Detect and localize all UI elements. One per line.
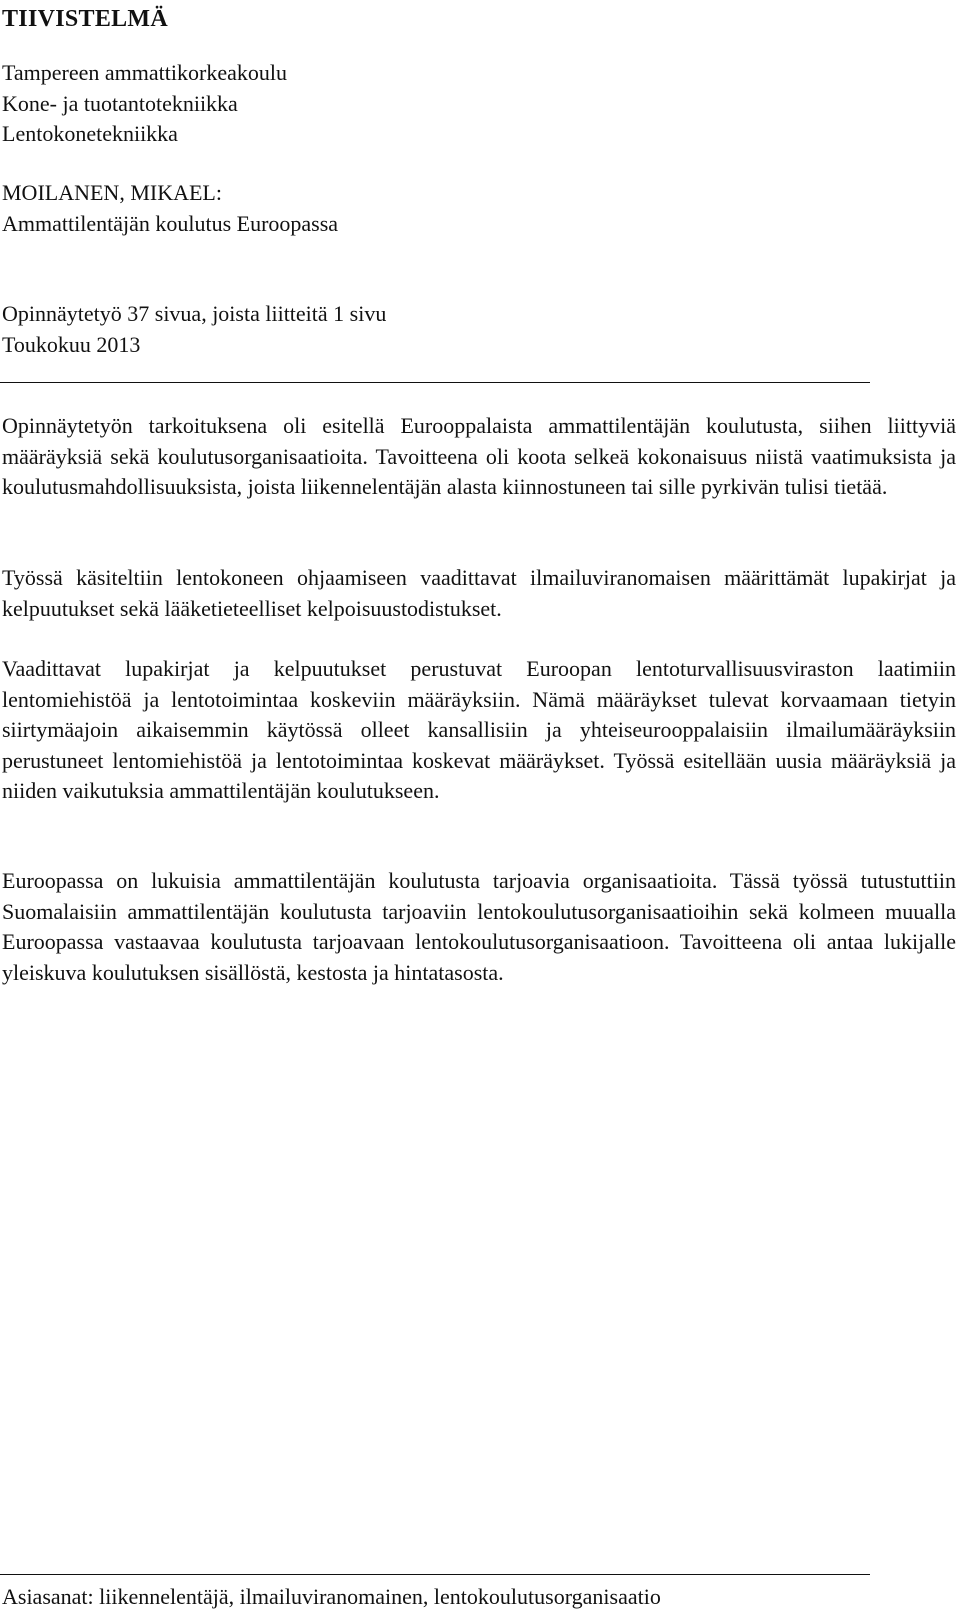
institution-block — [2, 58, 287, 150]
thesis-date: Toukokuu 2013 — [2, 331, 141, 357]
header-divider — [0, 382, 870, 383]
school-name: Tampereen ammattikorkeakoulu — [2, 60, 287, 85]
abstract-paragraph-3: Vaadittavat lupakirjat ja kelpuutukset perustuvat Euroopan lentoturvallisuusviraston laatimiin lentomiehistöä ja lentotoimintaa koskeviin määräyksiin. Nämä määräykset tulevat korvaamaan tietyin siirtymäajoin aikaisemmin käytössä olleet kansallisiin ja yhteiseurooppalaisiin ilmailumääräyksiin perustuneet lentomiehistöä ja lentotoimintaa koskevat määräykset. Työssä esitellään uusia määräyksiä ja niiden vaikutuksia ammattilentäjän koulutukseen. — [2, 656, 956, 803]
keywords: Asiasanat: liikennelentäjä, ilmailuviranomainen, lentokoulutusorganisaatio — [2, 1584, 661, 1609]
programme-option: Lentokonetekniikka — [2, 121, 178, 146]
author-block — [2, 178, 338, 239]
keywords-divider — [0, 1574, 870, 1575]
thesis-title: Ammattilentäjän koulutus Euroopassa — [2, 210, 339, 236]
abstract-paragraph-4: Euroopassa on lukuisia ammattilentäjän koulutusta tarjoavia organisaatioita. Tässä työssä tutustuttiin Suomalaisiin ammattilentäjän koulutusta tarjoaviin lentokoulutusorganisaatioihin sekä kolmeen muualla Euroopassa vastaavaa koulutusta tarjoavaan lentokoulutusorganisaatioon. Tavoitteena oli antaa lukijalle yleiskuva koulutuksen sisällöstä, kestosta ja hintatasosta. — [2, 868, 956, 985]
thesis-info-block — [2, 299, 386, 360]
abstract-paragraph-1: Opinnäytetyön tarkoituksena oli esitellä Eurooppalaista ammattilentäjän koulutusta, siihen liittyviä määräyksiä sekä koulutusorganisaatioita. Tavoitteena oli koota selkeä kokonaisuus niistä vaatimuksista ja koulutusmahdollisuuksista, joista liikennelentäjän alasta kiinnostuneen tai sille pyrkivän tulisi tietää. — [2, 413, 956, 499]
page-title: TIIVISTELMÄ — [2, 6, 169, 32]
degree-programme: Kone- ja tuotantotekniikka — [2, 90, 238, 116]
author-name: MOILANEN, MIKAEL: — [2, 180, 222, 205]
thesis-page-count: Opinnäytetyö 37 sivua, joista liitteitä 1 sivu — [2, 301, 387, 326]
abstract-paragraph-2: Työssä käsiteltiin lentokoneen ohjaamiseen vaadittavat ilmailuviranomaisen määrittämät lupakirjat ja kelpuutukset sekä lääketieteelliset kelpoisuustodistukset. — [2, 565, 956, 621]
